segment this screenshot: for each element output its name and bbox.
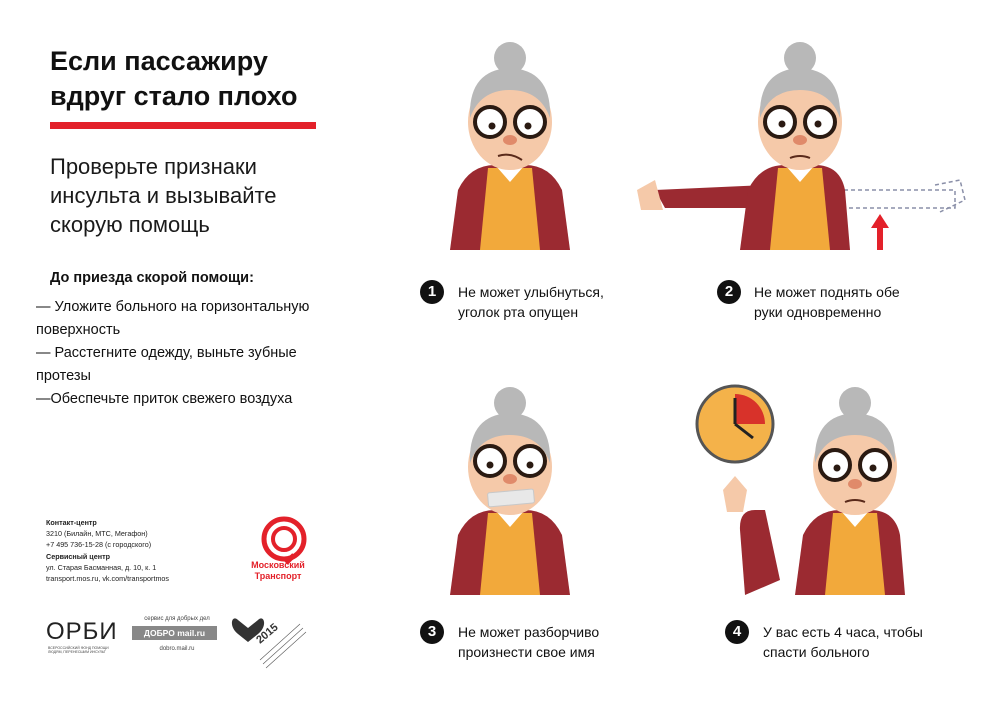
contact-center-label: Контакт-центр: [46, 518, 97, 527]
step-number-badge: 3: [420, 620, 444, 644]
contact-center-line: +7 495 736-15-28 (с городского): [46, 540, 152, 549]
page-title: Если пассажиру вдруг стало плохо: [50, 46, 298, 111]
year-2015-label: 2015: [254, 621, 281, 647]
service-center-block: [46, 551, 169, 584]
grandma-illustration-4: [695, 380, 965, 595]
orbi-subtitle: ВСЕРОССИЙСКИЙ ФОНД ПОМОЩИ ЛЮДЯМ, ПЕРЕНЕСШИМ ИНСУЛЬТ: [48, 646, 109, 654]
dobro-mail-logo: ДОБРО mail.ru: [132, 626, 217, 640]
contact-center-line: 3210 (Билайн, МТС, Мегафон): [46, 529, 148, 538]
year-2015-logo-icon: [230, 610, 310, 670]
step-caption: Не может разборчиво произнести свое имя: [458, 624, 600, 660]
dobro-url: dobro.mail.ru: [159, 646, 195, 652]
grandma-illustration-3: [440, 385, 580, 595]
instruction-item: — Расстегните одежду, выньте зубные протезы: [36, 345, 297, 384]
grandma-illustration-2: [635, 40, 975, 250]
instruction-item: —Обеспечьте приток свежего воздуха: [36, 391, 293, 407]
step-caption: У вас есть 4 часа, чтобы спасти больного: [763, 624, 923, 660]
instructions-heading: До приезда скорой помощи:: [50, 270, 254, 286]
service-center-label: Сервисный центр: [46, 552, 110, 561]
step-number-badge: 1: [420, 280, 444, 304]
instruction-item: — Уложите больного на горизонтальную поверхность: [36, 299, 310, 338]
grandma-illustration-1: [440, 40, 580, 250]
step-number-badge: 4: [725, 620, 749, 644]
dobro-tagline: сервис для добрых дел: [144, 616, 210, 622]
moscow-transport-name: Московский Транспорт: [251, 560, 305, 581]
title-divider: [50, 122, 316, 129]
page-subtitle: Проверьте признаки инсульта и вызывайте скорую помощь: [50, 154, 277, 237]
step-caption: Не может улыбнуться, уголок рта опущен: [458, 284, 604, 320]
orbi-logo: ОРБИ: [46, 618, 118, 645]
step-number-badge: 2: [717, 280, 741, 304]
step-caption: Не может поднять обе руки одновременно: [754, 284, 900, 320]
contact-center-block: [46, 517, 151, 550]
service-center-line: ул. Старая Басманная, д. 10, к. 1: [46, 563, 157, 572]
service-center-line: transport.mos.ru, vk.com/transportmos: [46, 574, 170, 583]
